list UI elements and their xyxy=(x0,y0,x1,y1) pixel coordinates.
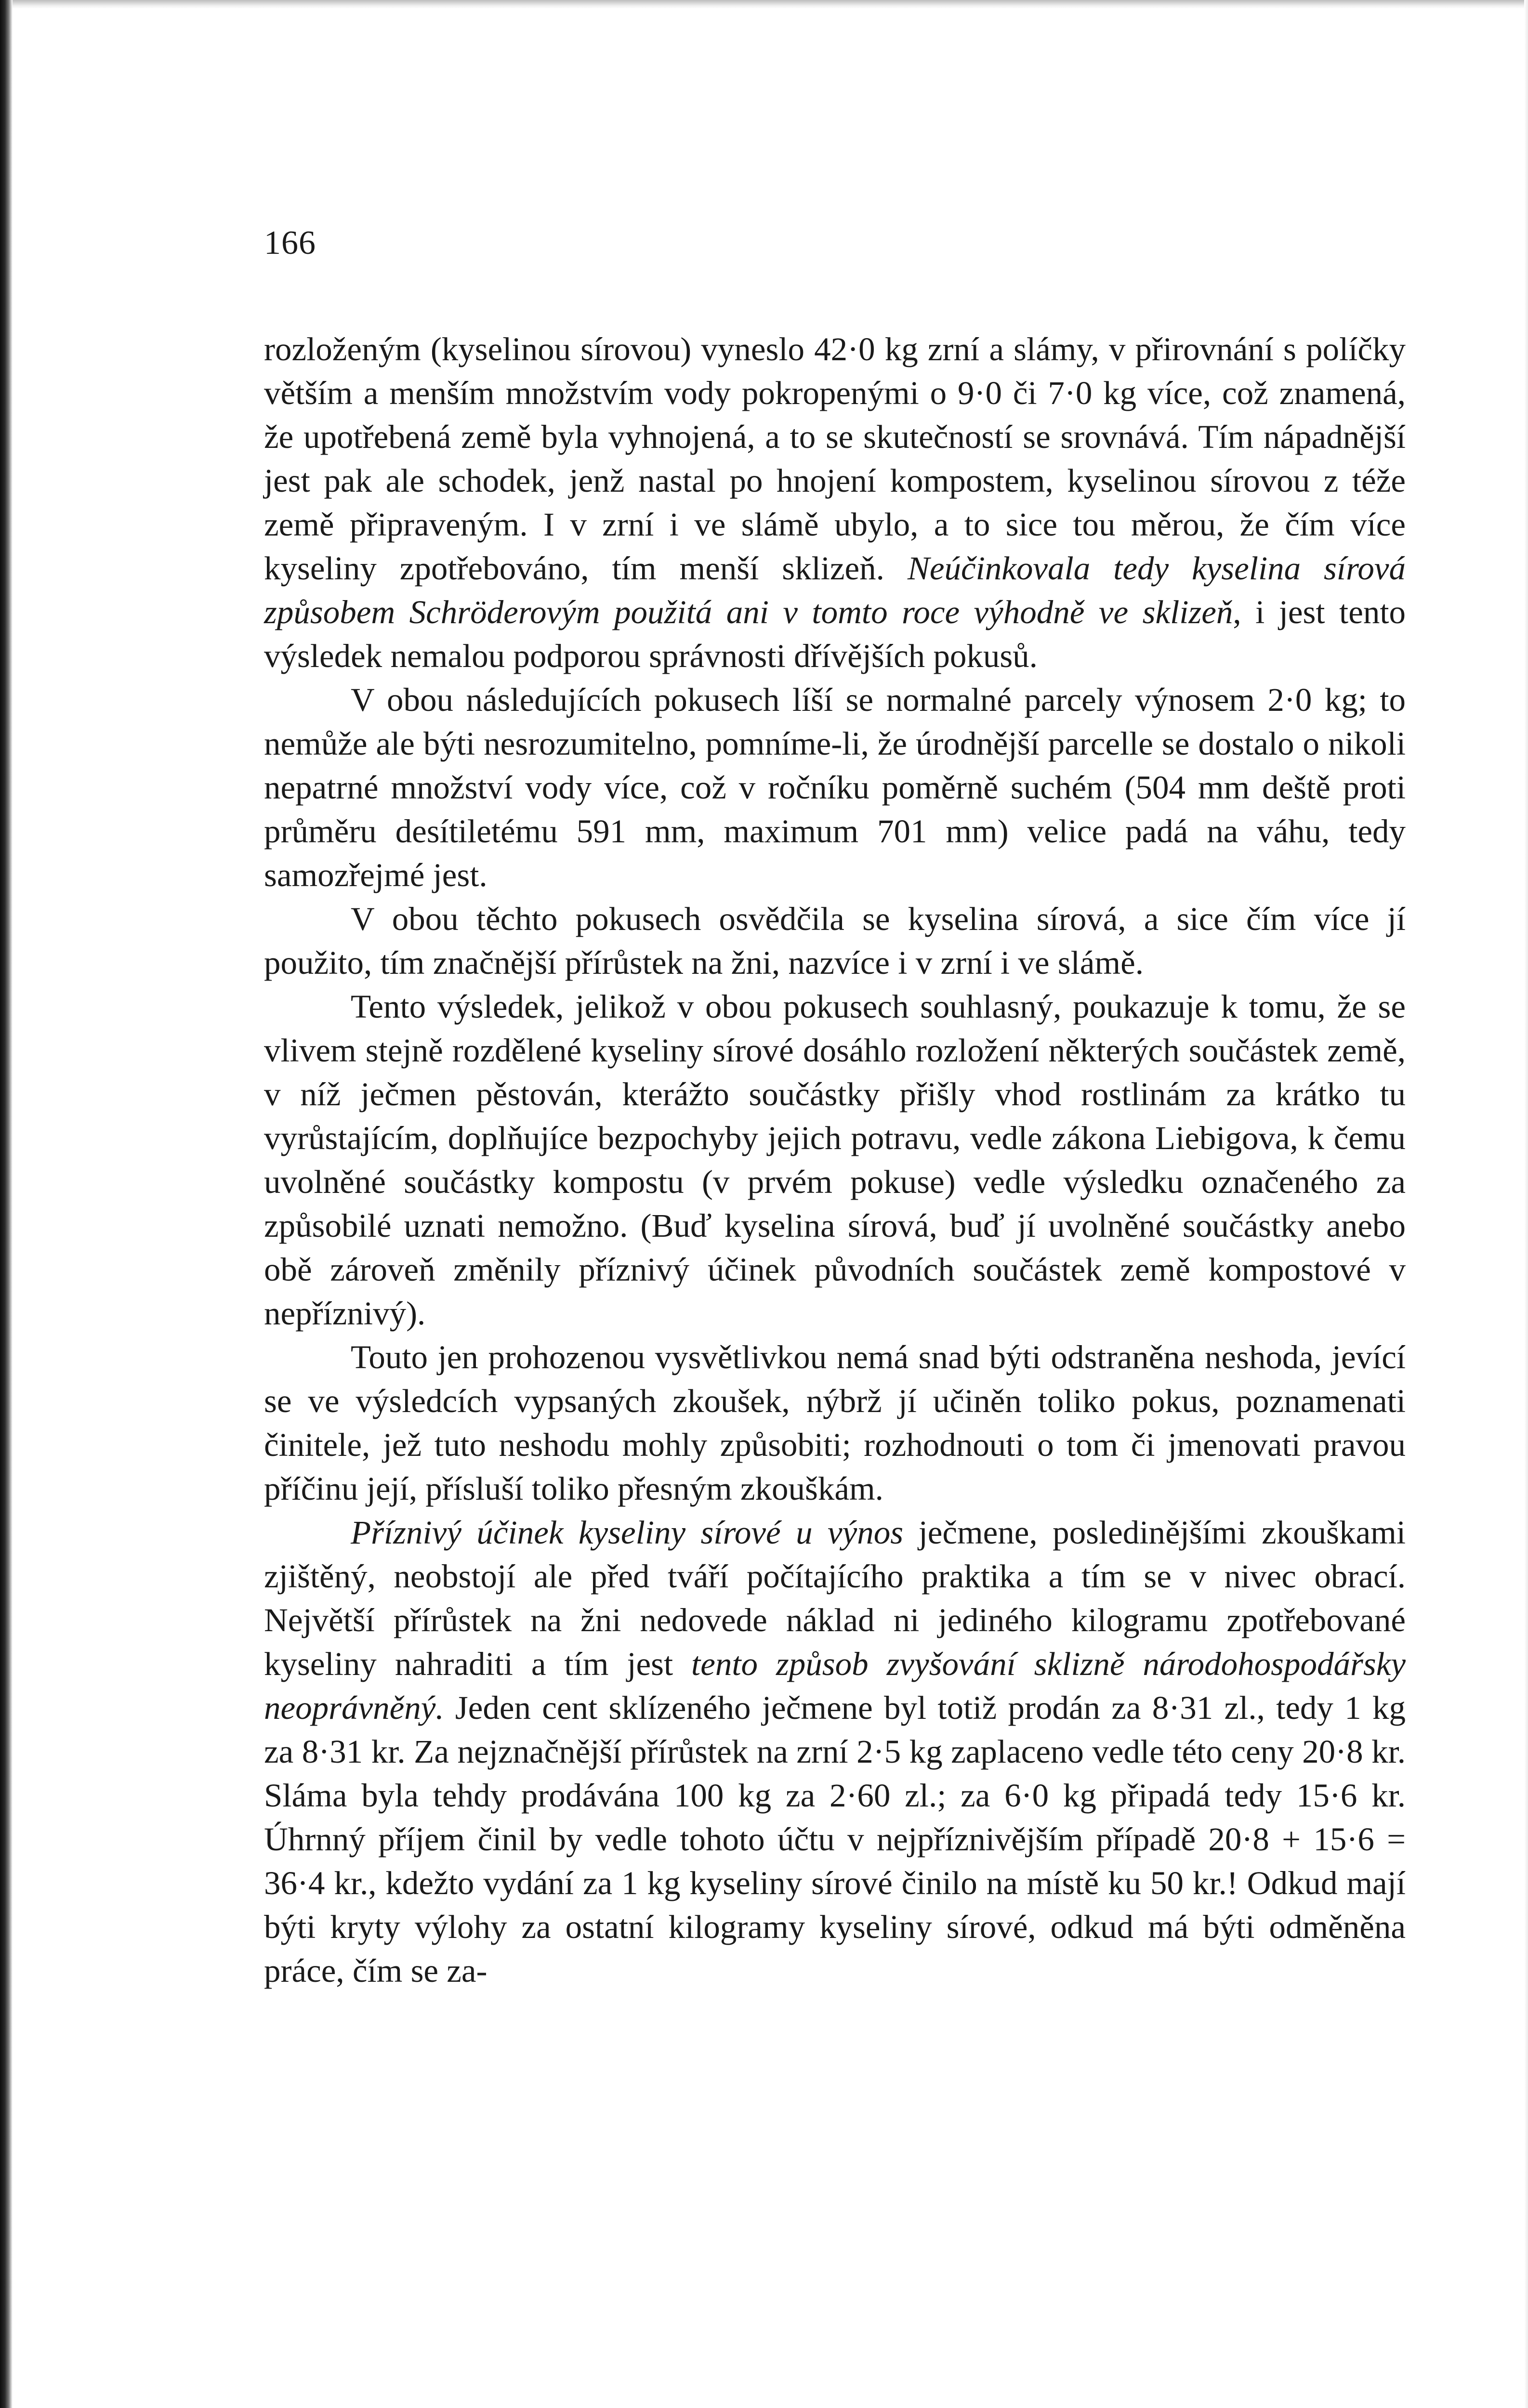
paragraph xyxy=(264,678,1406,897)
italic-run: Neúčinkovala tedy kyselina sírová způsobem Schröderovým použitá ani v tomto roce výhodně ve sklizeň xyxy=(264,550,1406,630)
page-number: 166 xyxy=(264,224,316,262)
text-run: , i jest tento výsledek nemalou podporou správnosti dřívějších pokusů. xyxy=(264,594,1406,674)
paragraph xyxy=(264,1511,1406,1993)
scan-edge-top xyxy=(0,0,1528,9)
text-run: ječmene, posledinějšími zkouškami zjištěný, neobstojí ale před tváří počítajícího praktika a tím se v nivec obrací. Největší přírůstek na žni nedovede náklad ni jediného kilogramu zpotřebované kyseliny nahraditi a tím jest xyxy=(264,1514,1406,1682)
paragraph xyxy=(264,897,1406,985)
body-text xyxy=(264,327,1406,1993)
text-run: Jeden cent sklízeného ječmene byl totiž prodán za 8·31 zl., tedy 1 kg za 8·31 kr. Za nejznačnější přírůstek na zrní 2·5 kg zaplaceno vedle této ceny 20·8 kr. Sláma byla tehdy prodávána 100 kg za 2·60 zl.; za 6·0 kg připadá tedy 15·6 kr. Úhrnný příjem činil by vedle tohoto účtu v nejpříznivějším případě 20·8 + 15·6 = 36·4 kr., kdežto vydání za 1 kg kyseliny sírové činilo na místě ku 50 kr.! Odkud mají býti kryty výlohy za ostatní kilogramy kyseliny sírové, odkud má býti odměněna práce, čím se za- xyxy=(264,1689,1406,1989)
book-page xyxy=(264,226,1406,1993)
paragraph xyxy=(264,327,1406,678)
paragraph xyxy=(264,1335,1406,1511)
italic-run: tento způsob zvyšování sklizně národohospodářsky neoprávněný. xyxy=(264,1646,1406,1726)
paragraph xyxy=(264,985,1406,1335)
text-run: Tento výsledek, jelikož v obou pokusech souhlasný, poukazuje k tomu, že se vlivem stejně rozdělené kyseliny sírové dosáhlo rozložení některých součástek země, v níž ječmen pěstován, kterážto součástky přišly vhod rostlinám za krátko tu vyrůstajícím, doplňujíce bezpochyby jejich potravu, vedle zákona Liebigova, k čemu uvolněné součástky kompostu (v prvém pokuse) vedle výsledku označeného za způsobilé uznati nemožno. (Buď kyselina sírová, buď jí uvolněné součástky anebo obě zároveň změnily příznivý účinek původních součástek země kompostové v nepříznivý). xyxy=(264,988,1406,1332)
text-run: rozloženým (kyselinou sírovou) vyneslo 42·0 kg zrní a slámy, v přirovnání s políčky větším a menším množstvím vody pokropenými o 9·0 či 7·0 kg více, což znamená, že upotřebená země byla vyhnojená, a to se skutečností se srovnává. Tím nápadnější jest pak ale schodek, jenž nastal po hnojení kompostem, kyselinou sírovou z téže země připraveným. I v zrní i ve slámě ubylo, a to sice tou měrou, že čím více kyseliny zpotřebováno, tím menší sklizeň. xyxy=(264,331,1406,587)
italic-run: Příznivý účinek kyseliny sírové u výnos xyxy=(351,1514,904,1551)
text-run: V obou těchto pokusech osvědčila se kyselina sírová, a sice čím více jí použito, tím značnější přírůstek na žni, nazvíce i v zrní i ve slámě. xyxy=(264,901,1406,981)
scan-edge-right xyxy=(1524,0,1528,2408)
scan-edge-left xyxy=(0,0,13,2408)
text-run: V obou následujících pokusech líší se normalné parcely výnosem 2·0 kg; to nemůže ale býti nesrozumitelno, pomníme-li, že úrodnější parcelle se dostalo o nikoli nepatrné množství vody více, což v ročníku poměrně suchém (504 mm deště proti průměru desítiletému 591 mm, maximum 701 mm) velice padá na váhu, tedy samozřejmé jest. xyxy=(264,681,1406,893)
text-run: Touto jen prohozenou vysvětlivkou nemá snad býti odstraněna neshoda, jevící se ve výsledcích vypsaných zkoušek, nýbrž jí učiněn toliko pokus, poznamenati činitele, jež tuto neshodu mohly způsobiti; rozhodnouti o tom či jmenovati pravou příčinu její, přísluší toliko přesným zkouškám. xyxy=(264,1339,1406,1507)
